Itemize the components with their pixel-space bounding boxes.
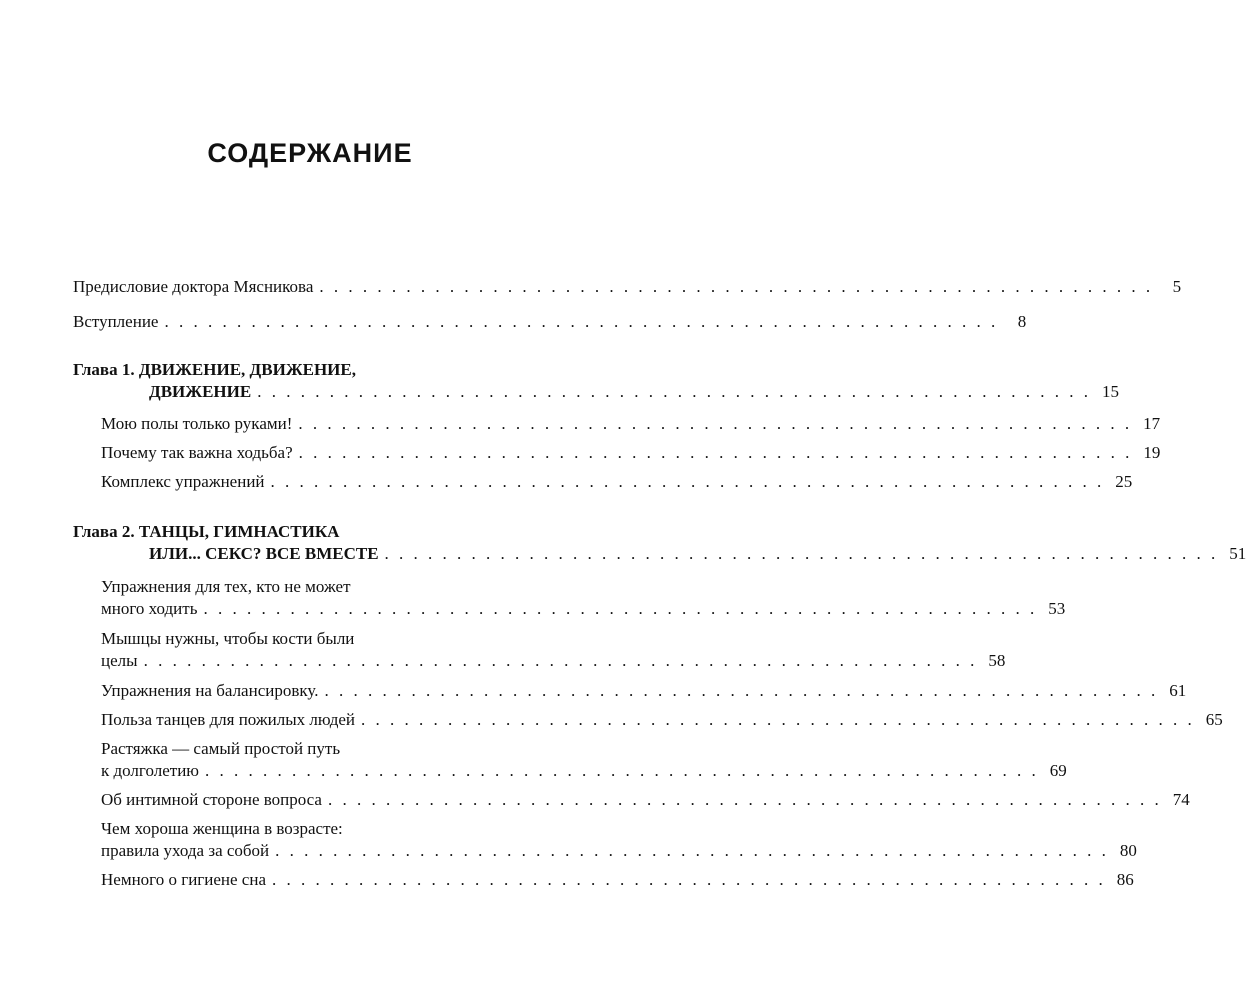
- dot-leader: . . . . . . . . . . . . . . . . . . . . . . . . . . . . . . . . . . . . . . . . . . . . . . . . . . . . . . . . . .: [327, 790, 1162, 809]
- dot-leader: . . . . . . . . . . . . . . . . . . . . . . . . . . . . . . . . . . . . . . . . . . . . . . . . . . . . . . . . . .: [361, 710, 1195, 729]
- toc-entry[interactable]: [101, 789, 1190, 811]
- toc-entry[interactable]: [101, 869, 1134, 891]
- dot-leader: . . . . . . . . . . . . . . . . . . . . . . . . . . . . . . . . . . . . . . . . . . . . . . . . . . . . . . . . . .: [298, 443, 1133, 462]
- toc-page-number: 17: [1143, 414, 1161, 433]
- chapter-1-heading-cont[interactable]: [149, 381, 1119, 403]
- toc-page-number: 69: [1049, 761, 1067, 780]
- dot-leader: . . . . . . . . . . . . . . . . . . . . . . . . . . . . . . . . . . . . . . . . . . . . . . . . . . . . . . . . . .: [205, 761, 1039, 780]
- toc-entry[interactable]: [101, 709, 1223, 731]
- toc-page-number: 15: [1101, 382, 1119, 401]
- toc-page-number: 25: [1115, 472, 1133, 491]
- toc-entry[interactable]: [101, 598, 1066, 620]
- toc-page-number: 65: [1205, 710, 1223, 729]
- toc-entry-line1[interactable]: Растяжка — самый простой путь: [101, 739, 341, 758]
- dot-leader: . . . . . . . . . . . . . . . . . . . . . . . . . . . . . . . . . . . . . . . . . . . . . . . . . . . . . . . . . .: [203, 599, 1038, 618]
- toc-entry-text: Упражнения на балансировку.: [101, 681, 319, 700]
- toc-entry-text: к долголетию: [101, 761, 199, 780]
- dot-leader: . . . . . . . . . . . . . . . . . . . . . . . . . . . . . . . . . . . . . . . . . . . . . . . . . . . . . . . . . .: [319, 277, 1154, 296]
- toc-entry-text: Мою полы только руками!: [101, 414, 293, 433]
- toc-entry-text: Предисловие доктора Мясникова: [73, 277, 314, 296]
- toc-entry-text: Почему так важна ходьба?: [101, 443, 293, 462]
- dot-leader: . . . . . . . . . . . . . . . . . . . . . . . . . . . . . . . . . . . . . . . . . . . . . . . . . . . . . . . . . .: [298, 414, 1133, 433]
- chapter-2-heading[interactable]: Глава 2. ТАНЦЫ, ГИМНАСТИКА: [73, 522, 340, 541]
- dot-leader: . . . . . . . . . . . . . . . . . . . . . . . . . . . . . . . . . . . . . . . . . . . . . . . . . . . . . . . . . .: [270, 472, 1105, 491]
- dot-leader: . . . . . . . . . . . . . . . . . . . . . . . . . . . . . . . . . . . . . . . . . . . . . . . . . . . . . . . . . .: [275, 841, 1109, 860]
- toc-page-number: 51: [1229, 544, 1246, 563]
- toc-entry-line1[interactable]: Мышцы нужны, чтобы кости были: [101, 629, 355, 648]
- dot-leader: . . . . . . . . . . . . . . . . . . . . . . . . . . . . . . . . . . . . . . . . . . . . . . . . . . . . . . . . . .: [384, 544, 1219, 563]
- toc-entry-line1[interactable]: Чем хороша женщина в возрасте:: [101, 819, 343, 838]
- dot-leader: . . . . . . . . . . . . . . . . . . . . . . . . . . . . . . . . . . . . . . . . . . . . . . . . . . . . . . . . . .: [164, 312, 999, 331]
- toc-entry[interactable]: [101, 650, 1006, 672]
- toc-entry[interactable]: [101, 760, 1067, 782]
- toc-entry[interactable]: [101, 840, 1137, 862]
- dot-leader: . . . . . . . . . . . . . . . . . . . . . . . . . . . . . . . . . . . . . . . . . . . . . . . . . . . . . . . . . .: [143, 651, 978, 670]
- toc-entry-text: Вступление: [73, 312, 159, 331]
- toc-entry-text: Об интимной стороне вопроса: [101, 790, 322, 809]
- toc-page-number: 53: [1048, 599, 1066, 618]
- toc-entry-line1[interactable]: Упражнения для тех, кто не может: [101, 577, 351, 596]
- toc-entry-text: ИЛИ... СЕКС? ВСЕ ВМЕСТЕ: [149, 544, 379, 563]
- toc-entry-text: ДВИЖЕНИЕ: [149, 382, 252, 401]
- page-title: СОДЕРЖАНИЕ: [207, 138, 413, 168]
- toc-page-number: 74: [1172, 790, 1190, 809]
- toc-entry-text: Польза танцев для пожилых людей: [101, 710, 355, 729]
- toc-entry[interactable]: [101, 442, 1161, 464]
- toc-page-number: 80: [1119, 841, 1137, 860]
- toc-entry-foreword[interactable]: [73, 276, 1182, 298]
- toc-entry-text: целы: [101, 651, 138, 670]
- toc-page-number: 58: [988, 651, 1006, 670]
- dot-leader: . . . . . . . . . . . . . . . . . . . . . . . . . . . . . . . . . . . . . . . . . . . . . . . . . . . . . . . . . .: [324, 681, 1159, 700]
- toc-entry[interactable]: [101, 680, 1187, 702]
- chapter-1-heading[interactable]: Глава 1. ДВИЖЕНИЕ, ДВИЖЕНИЕ,: [73, 360, 356, 379]
- toc-entry-text: Немного о гигиене сна: [101, 870, 266, 889]
- toc-entry[interactable]: [101, 413, 1161, 435]
- toc-page-number: 5: [1172, 277, 1182, 296]
- toc-entry-text: правила ухода за собой: [101, 841, 270, 860]
- toc-entry-text: много ходить: [101, 599, 198, 618]
- toc-page-number: 86: [1116, 870, 1134, 889]
- toc-page-number: 19: [1143, 443, 1161, 462]
- toc-page-number: 8: [1017, 312, 1027, 331]
- dot-leader: . . . . . . . . . . . . . . . . . . . . . . . . . . . . . . . . . . . . . . . . . . . . . . . . . . . . . . . . . .: [272, 870, 1106, 889]
- chapter-2-heading-cont[interactable]: [149, 543, 1246, 565]
- toc-page-number: 61: [1169, 681, 1187, 700]
- toc-entry-intro[interactable]: [73, 311, 1027, 333]
- toc-entry-text: Комплекс упражнений: [101, 472, 265, 491]
- dot-leader: . . . . . . . . . . . . . . . . . . . . . . . . . . . . . . . . . . . . . . . . . . . . . . . . . . . . . . . . . .: [257, 382, 1091, 401]
- toc-entry[interactable]: [101, 471, 1133, 493]
